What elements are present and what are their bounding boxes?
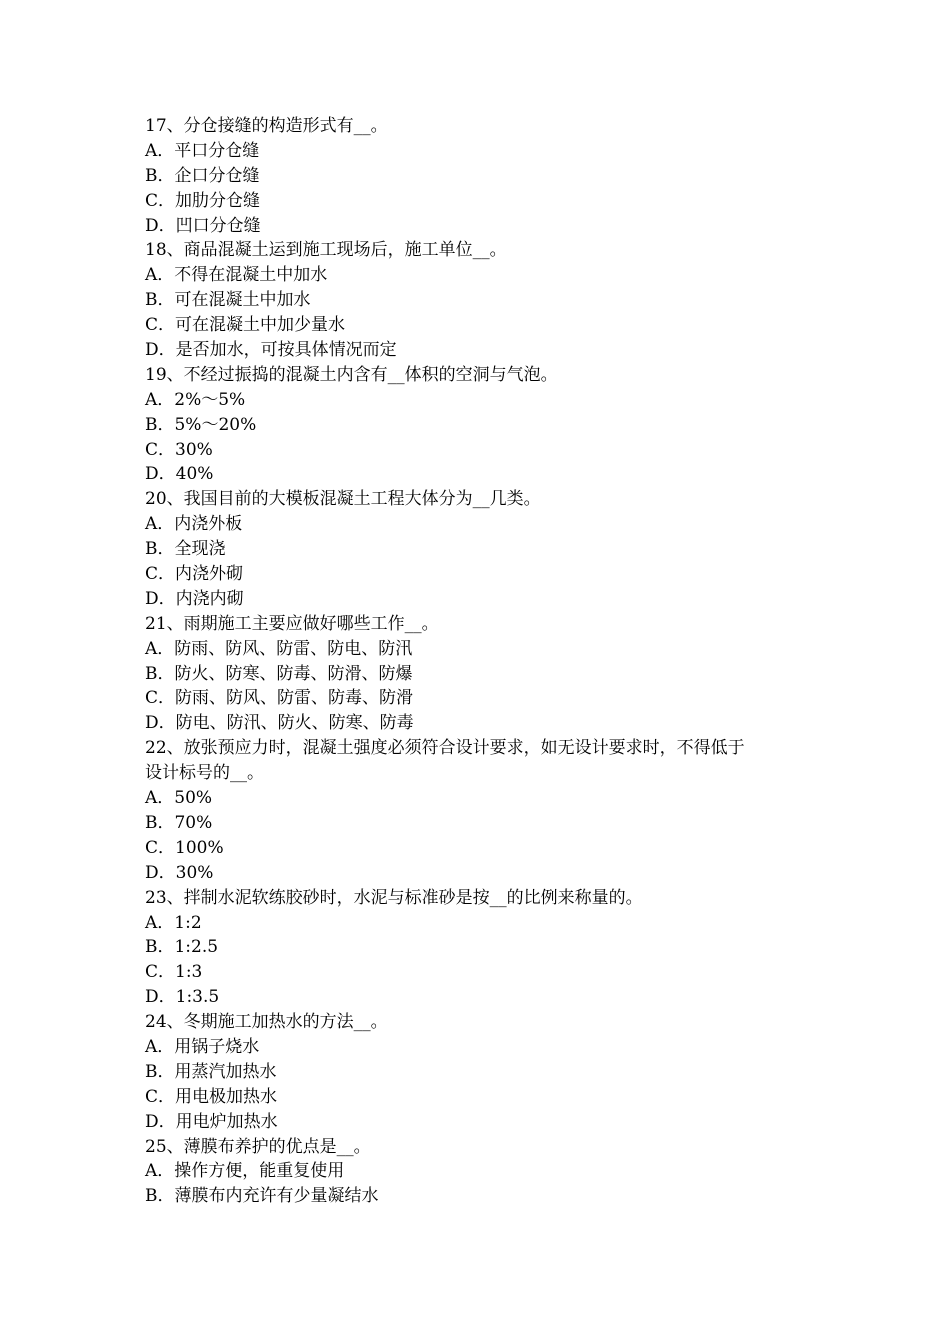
answer-option: B．5%～20% (145, 414, 257, 435)
answer-option: A．1:2 (145, 912, 202, 933)
answer-option: B．全现浇 (145, 539, 226, 560)
answer-option: B．防火、防寒、防毒、防滑、防爆 (145, 663, 413, 684)
answer-option: C．可在混凝土中加少量水 (145, 315, 346, 336)
question-text: 19、不经过振捣的混凝土内含有__体积的空洞与气泡。 (145, 364, 558, 385)
answer-option: A．不得在混凝土中加水 (145, 265, 328, 286)
answer-option: D．是否加水，可按具体情况而定 (145, 340, 397, 361)
answer-option: B．用蒸汽加热水 (145, 1061, 277, 1082)
answer-option: D．防电、防汛、防火、防寒、防毒 (145, 713, 414, 734)
answer-option: B．薄膜布内充许有少量凝结水 (145, 1186, 379, 1207)
answer-option: C．100% (145, 837, 224, 858)
question-text-continued: 设计标号的__。 (145, 763, 264, 784)
question-list (145, 114, 815, 1209)
answer-option: A．2%～5% (145, 389, 246, 410)
answer-option: A．用锅子烧水 (145, 1036, 260, 1057)
answer-option: B．70% (145, 812, 213, 833)
question-text: 21、雨期施工主要应做好哪些工作__。 (145, 613, 439, 634)
question-text: 18、商品混凝土运到施工现场后，施工单位__。 (145, 240, 507, 261)
answer-option: C．30% (145, 439, 213, 460)
answer-option: B．可在混凝土中加水 (145, 290, 311, 311)
answer-option: C．加肋分仓缝 (145, 190, 261, 211)
answer-option: C．用电极加热水 (145, 1086, 278, 1107)
answer-option: C．防雨、防风、防雷、防毒、防滑 (145, 688, 414, 709)
answer-option: B．1:2.5 (145, 937, 219, 958)
answer-option: D．用电炉加热水 (145, 1111, 278, 1132)
answer-option: A．防雨、防风、防雷、防电、防汛 (145, 638, 413, 659)
answer-option: A．平口分仓缝 (145, 140, 260, 161)
answer-option: A．内浇外板 (145, 514, 243, 535)
answer-option: D．凹口分仓缝 (145, 215, 261, 236)
question-text: 25、薄膜布养护的优点是__。 (145, 1136, 371, 1157)
question-text: 17、分仓接缝的构造形式有__。 (145, 116, 388, 136)
answer-option: B．企口分仓缝 (145, 165, 260, 186)
answer-option: C．内浇外砌 (145, 564, 244, 585)
answer-option: D．1:3.5 (145, 987, 220, 1008)
question-text: 23、拌制水泥软练胶砂时，水泥与标准砂是按__的比例来称量的。 (145, 887, 643, 908)
question-text: 22、放张预应力时，混凝土强度必须符合设计要求，如无设计要求时，不得低于 (145, 738, 745, 759)
question-text: 24、冬期施工加热水的方法__。 (145, 1012, 388, 1033)
answer-option: D．30% (145, 862, 214, 883)
answer-option: A．操作方便，能重复使用 (145, 1161, 345, 1182)
answer-option: D．内浇内砌 (145, 588, 244, 609)
question-text: 20、我国目前的大模板混凝土工程大体分为__几类。 (145, 489, 541, 510)
answer-option: D．40% (145, 464, 214, 485)
answer-option: A．50% (145, 788, 213, 809)
answer-option: C．1:3 (145, 962, 203, 983)
